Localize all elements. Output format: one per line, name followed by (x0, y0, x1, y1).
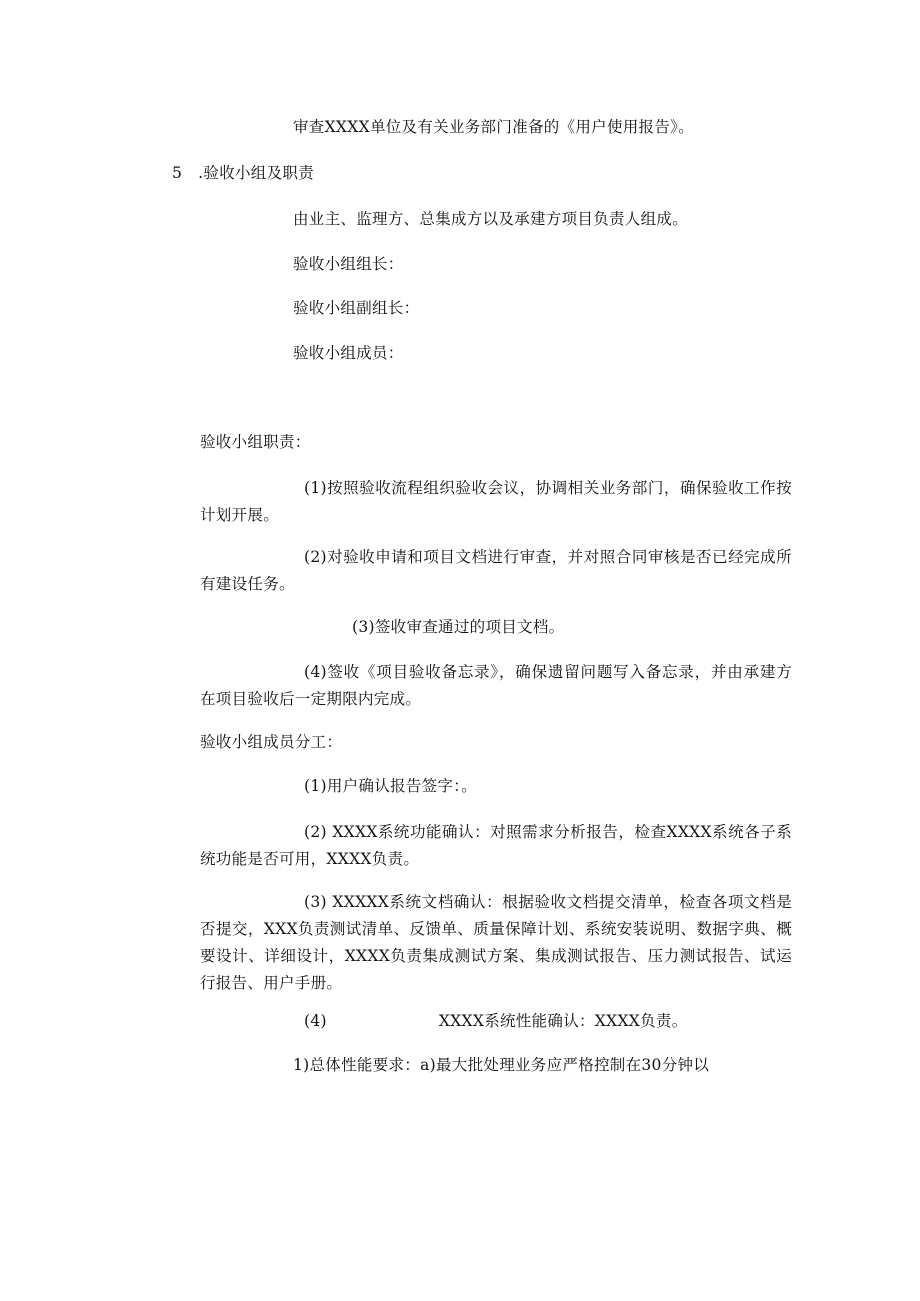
division-item-4 (304, 1010, 688, 1032)
duty-item-2: (2)对验收申请和项目文档进行审查，并对照合同审核是否已经完成所有建设任务。 (200, 548, 792, 593)
division-heading: 验收小组成员分工： (200, 733, 343, 751)
review-report-line: 审查XXXX单位及有关业务部门准备的《用户使用报告》。 (293, 118, 694, 136)
members-line: 验收小组成员： (293, 344, 404, 362)
performance-sub-item: 1)总体性能要求：a)最大批处理业务应严格控制在30分钟以 (293, 1056, 710, 1074)
division-item-1: (1)用户确认报告签字：。 (304, 777, 478, 795)
duty-item-3: (3)签收审查通过的项目文档。 (352, 618, 565, 636)
division-item-4-number: (4) (304, 1012, 327, 1030)
division-item-2: (2) XXXX系统功能确认：对照需求分析报告，检查XXXX系统各子系统功能是否可用，XXXX负责。 (200, 823, 792, 868)
section-title: .验收小组及职责 (198, 164, 314, 182)
division-item-4-text: XXXX系统性能确认：XXXX负责。 (438, 1012, 688, 1030)
section-number: 5 (172, 164, 183, 182)
duties-heading: 验收小组职责： (200, 433, 311, 451)
duty-item-1: (1)按照验收流程组织验收会议，协调相关业务部门，确保验收工作按计划开展。 (200, 479, 792, 524)
division-item-3: (3) XXXXX系统文档确认：根据验收文档提交清单，检查各项文档是否提交，XXX负责测试清单、反馈单、质量保障计划、系统安装说明、数据字典、概要设计、详细设计，XXXX负责集成测试方案、集成测试报告、压力测试报告、试运行报告、用户手册。 (200, 893, 792, 992)
leader-line: 验收小组组长： (293, 255, 404, 273)
vice-leader-line: 验收小组副组长： (293, 299, 420, 317)
section-heading (172, 162, 314, 184)
duty-item-4: (4)签收《项目验收备忘录》，确保遗留问题写入备忘录，并由承建方在项目验收后一定期限内完成。 (200, 663, 792, 708)
composition-line: 由业主、监理方、总集成方以及承建方项目负责人组成。 (293, 210, 689, 228)
